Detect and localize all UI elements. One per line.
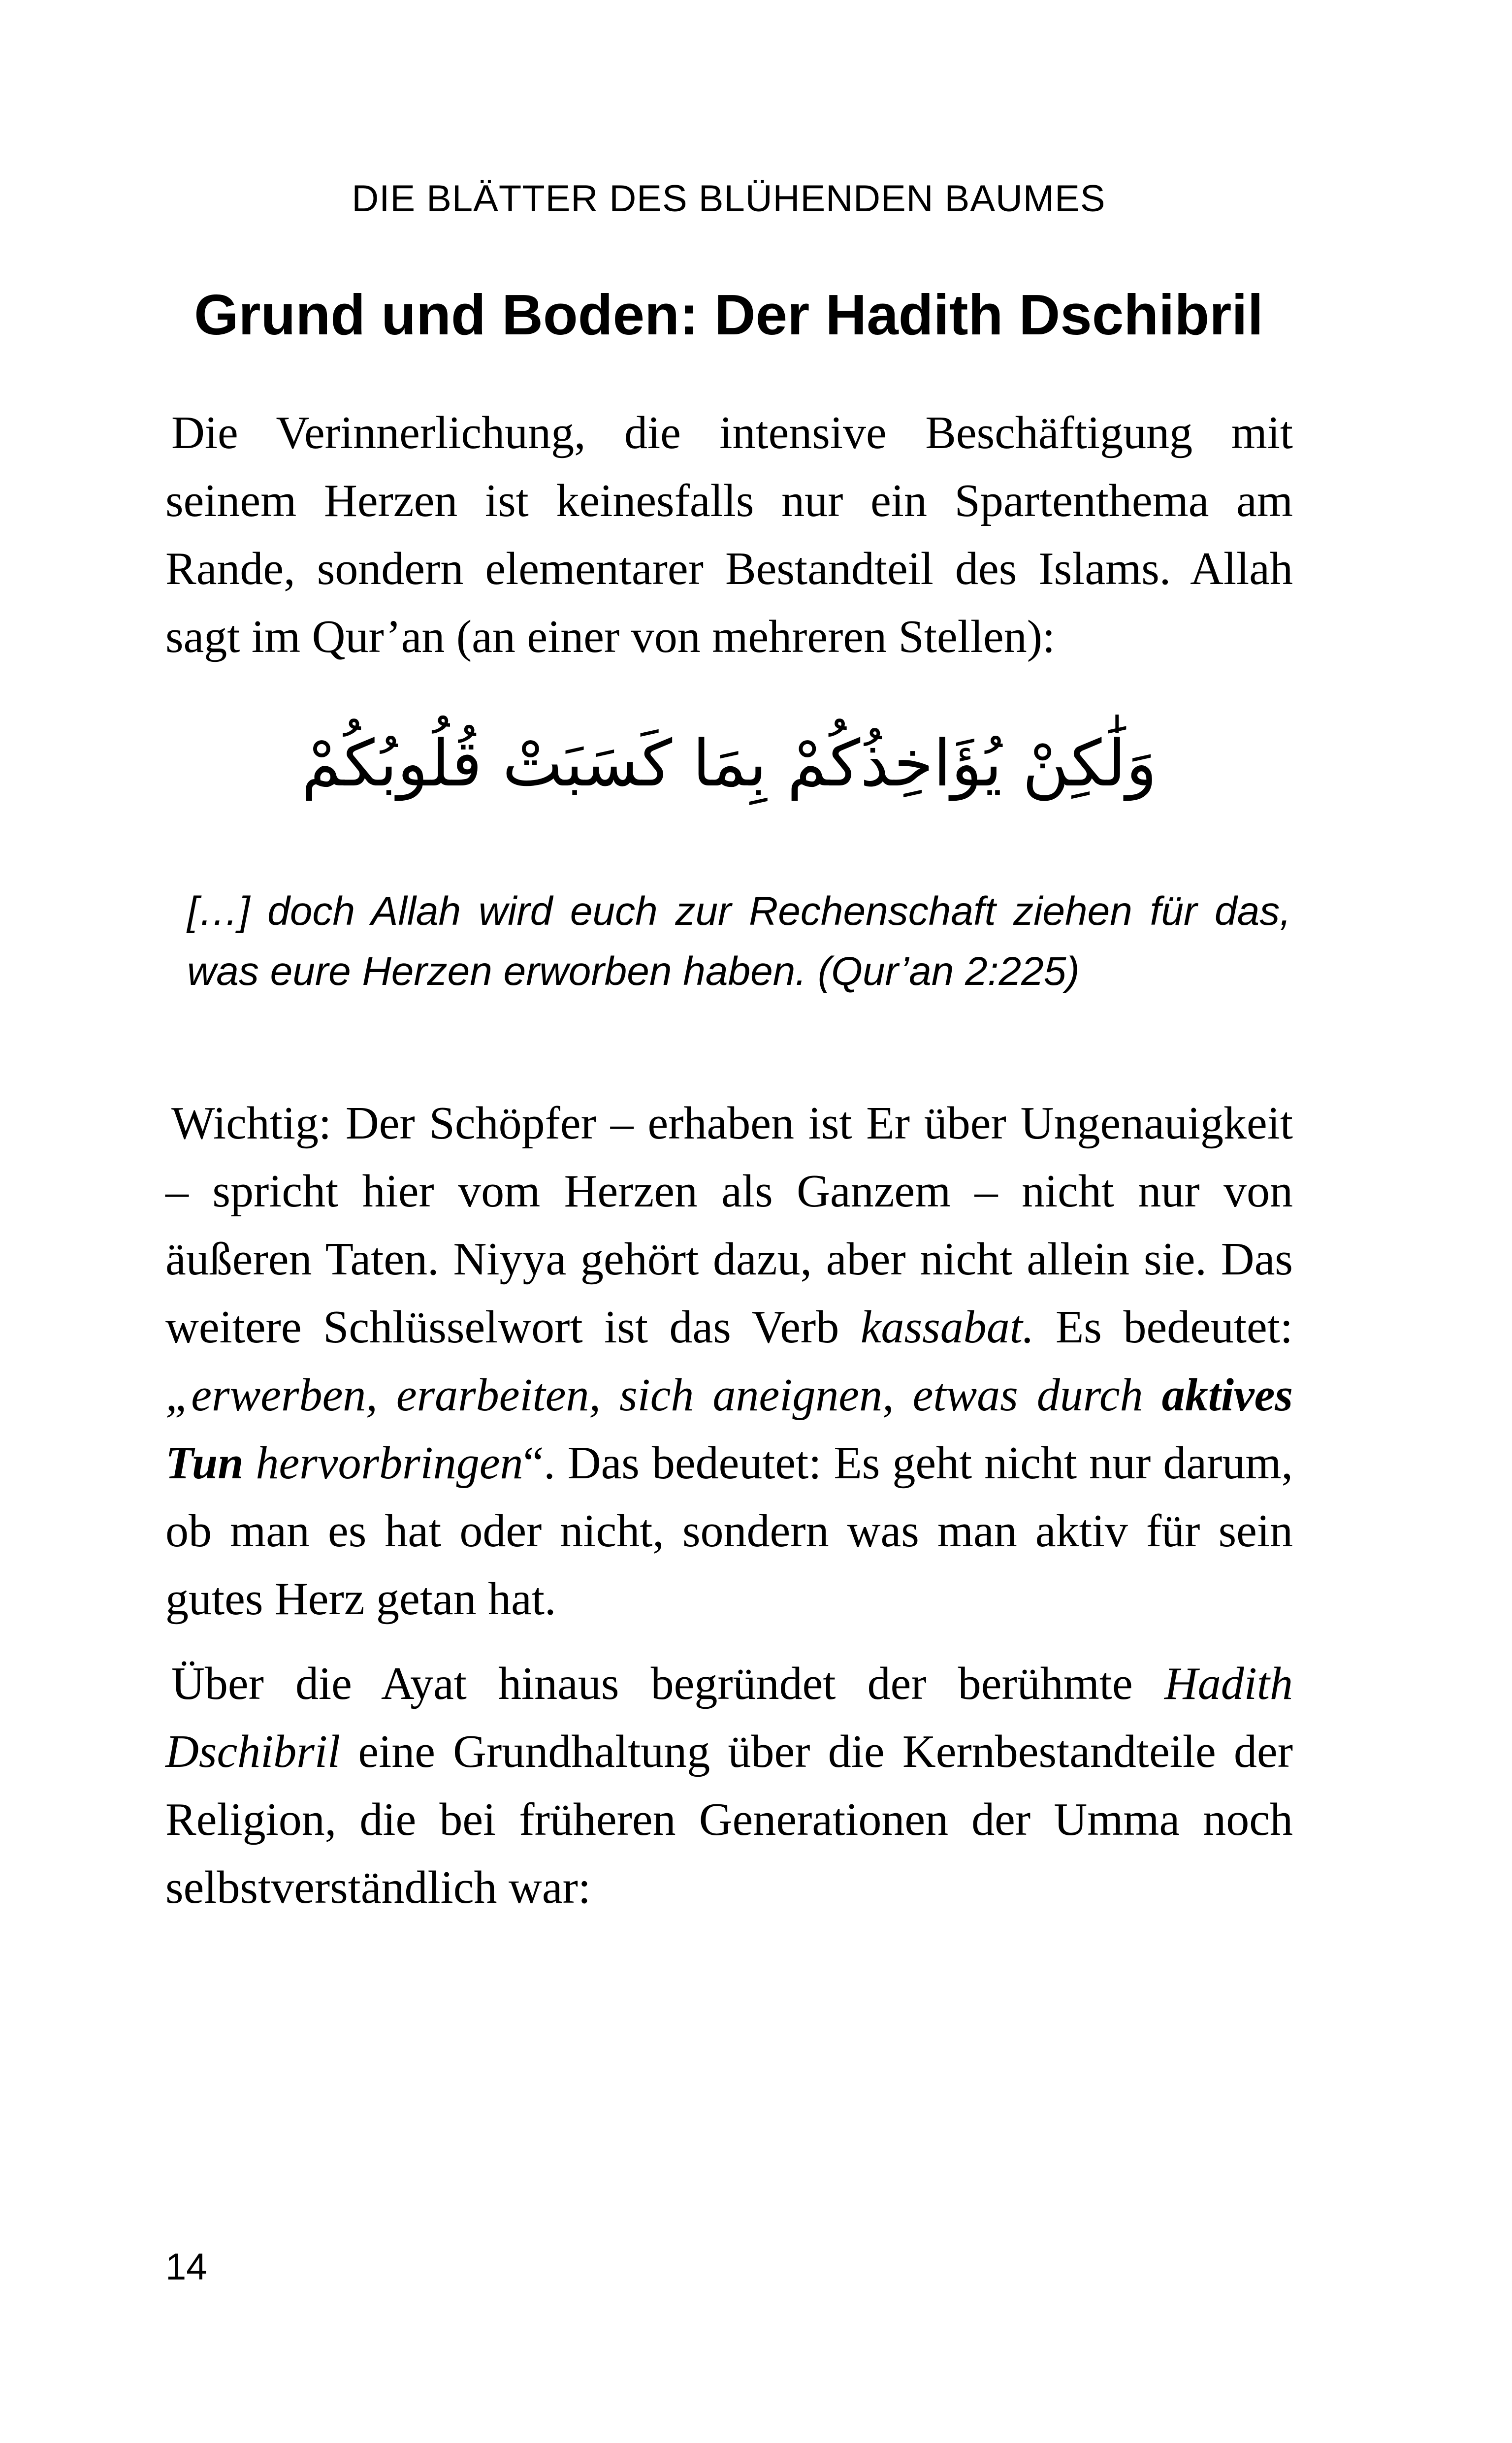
page-number: 14	[165, 2246, 207, 2288]
paragraph-explanation	[165, 1089, 1293, 1633]
paragraph-text: Über die Ayat hinaus begründet der berühmte	[171, 1658, 1164, 1709]
paragraph-hadith	[165, 1650, 1293, 1922]
term-kassabat: kassabat.	[860, 1302, 1034, 1353]
paragraph-text: “. Das bedeutet: Es geht nicht nur darum, ob man es hat oder nicht, sondern was man aktiv für sein gutes Herz getan hat.	[165, 1437, 1293, 1625]
definition-end: hervorbringen	[243, 1437, 523, 1489]
definition-emphasis: aktives Tun	[165, 1369, 1293, 1489]
paragraph-text: Wichtig: Der Schöpfer – erhaben ist Er über Ungenauigkeit – spricht hier vom Herzen als Ganzem – nicht nur von äußeren Taten. Niyya gehört dazu, aber nicht allein sie. Das weitere Schlüsselwort ist das Verb	[165, 1098, 1293, 1353]
arabic-verse: وَلَٰكِنْ يُؤَاخِذُكُمْ بِمَا كَسَبَتْ قُلُوبُكُمْ	[301, 726, 1157, 801]
paragraph-intro: Die Verinnerlichung, die intensive Beschäftigung mit seinem Herzen ist keinesfalls nur ein Spartenthema am Rande, sondern elementarer Bestandteil des Islams. Allah sagt im Qur’an (an einer von mehreren Stellen):	[165, 407, 1293, 662]
chapter-title: Grund und Boden: Der Hadith Dschibril	[194, 283, 1263, 347]
verse-translation: […] doch Allah wird euch zur Rechenschaft ziehen für das, was eure Herzen erworben haben. (Qur’an 2:225)	[187, 889, 1291, 994]
paragraph-text: Es bedeutet:	[1034, 1302, 1293, 1353]
running-head: DIE BLÄTTER DES BLÜHENDEN BAUMES	[352, 178, 1106, 220]
definition-start: „erwerben, erarbeiten, sich aneignen, etwas durch	[165, 1369, 1162, 1421]
term-hadith-dschibril: Hadith Dschibril	[165, 1658, 1293, 1777]
paragraph-text: eine Grundhaltung über die Kernbestandteile der Religion, die bei früheren Generationen der Umma noch selbstverständlich war:	[165, 1726, 1293, 1913]
